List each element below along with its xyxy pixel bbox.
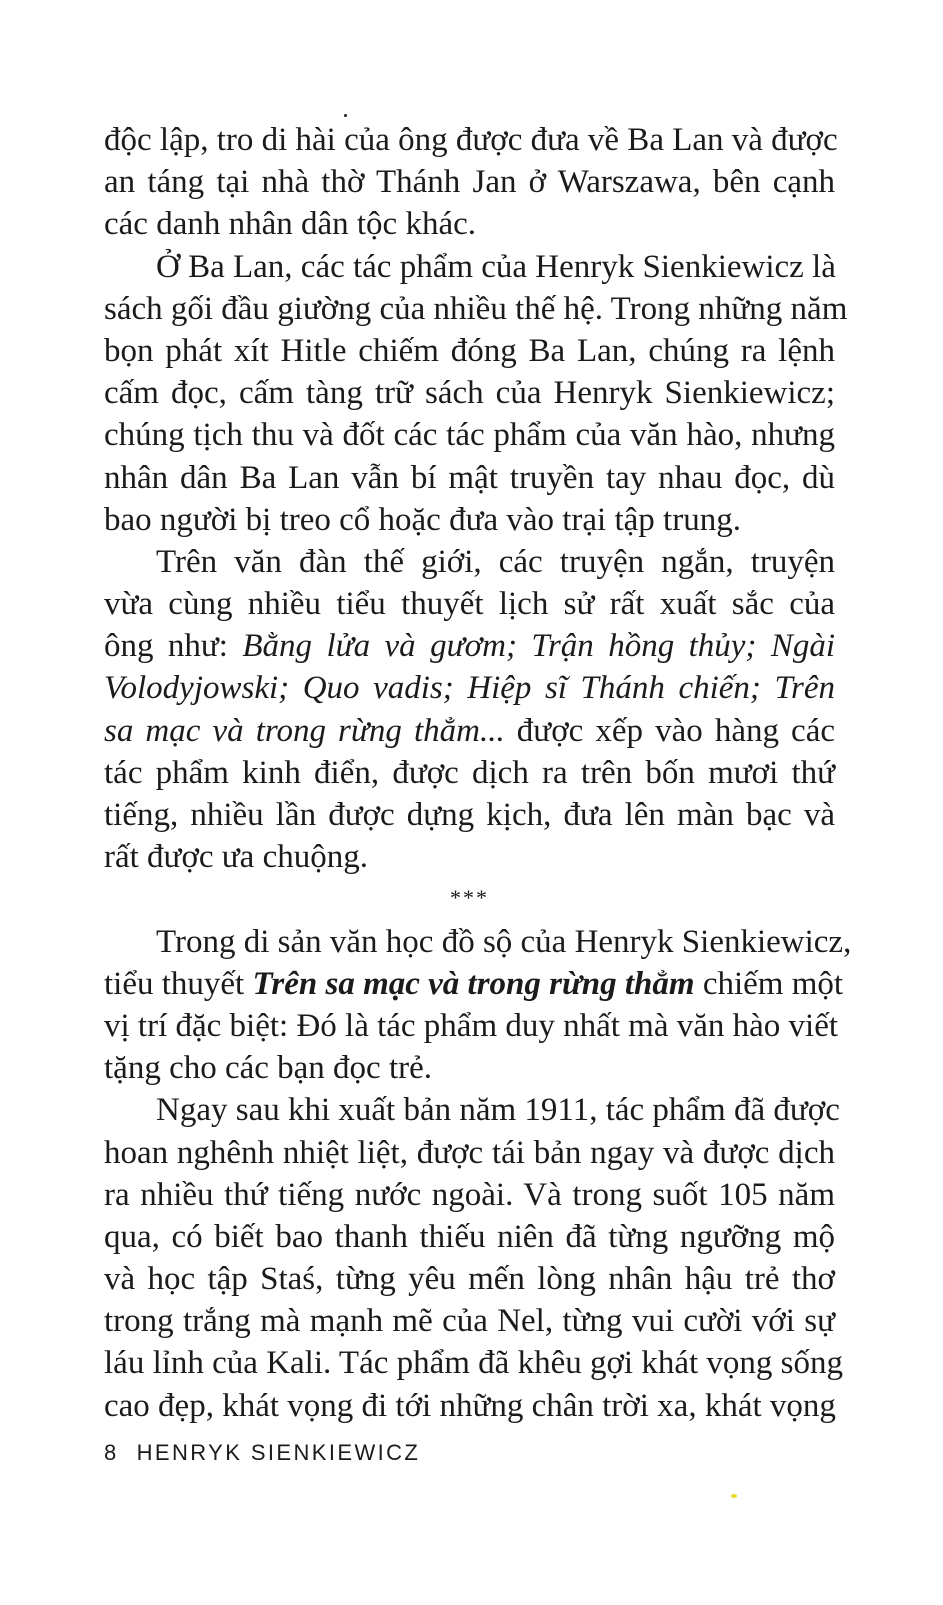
text-run: tác phẩm kinh điển, được dịch ra trên bốn mươi thứ xyxy=(104,754,835,791)
section-separator: *** xyxy=(450,885,489,911)
text-run: độc lập, tro di hài của ông được đưa về Ba Lan và được xyxy=(104,122,838,158)
text-line xyxy=(104,1342,844,1384)
text-line xyxy=(104,246,835,288)
paragraph xyxy=(104,541,835,879)
italic-title: Volodyjowski; Quo vadis; Hiệp sĩ Thánh chiến; Trên xyxy=(104,670,835,707)
text-line xyxy=(104,1258,835,1300)
text-line xyxy=(104,1300,835,1342)
text-line xyxy=(104,794,835,836)
text-run: Trên văn đàn thế giới, các truyện ngắn, truyện xyxy=(156,543,835,580)
text-line xyxy=(104,330,835,372)
text-run: nhân dân Ba Lan vẫn bí mật truyền tay nhau đọc, dù xyxy=(104,459,835,496)
text-line xyxy=(104,625,835,667)
text-run: Ngay sau khi xuất bản năm 1911, tác phẩm đã được xyxy=(156,1092,840,1129)
text-line xyxy=(104,1005,839,1047)
page-footer xyxy=(104,1440,420,1466)
text-line xyxy=(104,963,844,1005)
text-line xyxy=(104,1174,835,1216)
text-run: chúng tịch thu và đốt các tác phẩm của văn hào, nhưng xyxy=(104,417,835,454)
text-line xyxy=(104,836,835,878)
text-run: vừa cùng nhiều tiểu thuyết lịch sử rất xuất sắc của xyxy=(104,586,835,623)
text-run: tiếng, nhiều lần được dựng kịch, đưa lên màn bạc và xyxy=(104,797,835,833)
text-line xyxy=(104,1385,835,1427)
text-line xyxy=(104,414,835,456)
text-run: và học tập Staś, từng yêu mến lòng nhân hậu trẻ thơ xyxy=(104,1261,835,1298)
text-run: ông như: xyxy=(104,628,243,665)
text-run: rất được ưa chuộng. xyxy=(104,839,368,876)
page-number: 8 xyxy=(104,1440,119,1465)
paper-speck xyxy=(731,1494,737,1498)
text-line xyxy=(104,288,848,330)
text-line xyxy=(104,119,838,161)
text-line xyxy=(104,667,835,709)
text-run: trong trắng mà mạnh mẽ của Nel, từng vui cười với sự xyxy=(104,1303,835,1340)
text-run: sách gối đầu giường của nhiều thế hệ. Trong những năm xyxy=(104,290,848,327)
text-run: chiếm một xyxy=(694,965,844,1002)
text-run: láu lỉnh của Kali. Tác phẩm đã khêu gợi khát vọng sống xyxy=(104,1345,844,1382)
text-run: tiểu thuyết xyxy=(104,965,253,1002)
text-line xyxy=(104,1047,835,1089)
text-line xyxy=(104,710,835,752)
text-line xyxy=(104,541,835,583)
paragraph xyxy=(104,1089,844,1427)
text-run: hoan nghênh nhiệt liệt, được tái bản ngay và được dịch xyxy=(104,1134,835,1171)
text-line xyxy=(104,372,835,414)
text-run: Ở Ba Lan, các tác phẩm của Henryk Sienkiewicz là xyxy=(156,248,836,285)
text-line xyxy=(104,921,852,963)
italic-title: sa mạc và trong rừng thẳm... xyxy=(104,712,505,749)
running-head: HENRYK SIENKIEWICZ xyxy=(136,1440,421,1465)
text-line xyxy=(104,161,835,203)
text-run: bọn phát xít Hitle chiếm đóng Ba Lan, chúng ra lệnh xyxy=(104,332,835,369)
text-run: an táng tại nhà thờ Thánh Jan ở Warszawa, bên cạnh xyxy=(104,164,835,201)
body-text xyxy=(104,119,852,1427)
text-run: bao người bị treo cổ hoặc đưa vào trại tập trung. xyxy=(104,501,741,538)
text-run: qua, có biết bao thanh thiếu niên đã từng ngưỡng mộ xyxy=(104,1218,835,1255)
text-line xyxy=(104,583,835,625)
text-run: các danh nhân dân tộc khác. xyxy=(104,206,476,243)
paragraph xyxy=(104,921,852,1090)
text-line xyxy=(104,457,835,499)
text-run: vị trí đặc biệt: Đó là tác phẩm duy nhất mà văn hào viết xyxy=(104,1007,839,1044)
text-run: được xếp vào hàng các xyxy=(504,712,835,749)
bold-italic-title: Trên sa mạc và trong rừng thẳm xyxy=(252,965,695,1002)
text-run: cấm đọc, cấm tàng trữ sách của Henryk Sienkiewicz; xyxy=(104,375,835,412)
italic-title: Bằng lửa và gươm; Trận hồng thủy; Ngài xyxy=(242,628,835,665)
text-line xyxy=(104,1089,840,1131)
text-line xyxy=(104,499,835,541)
text-line xyxy=(104,1216,835,1258)
text-line xyxy=(104,1132,835,1174)
text-line xyxy=(104,203,835,245)
paragraph xyxy=(104,119,838,246)
text-run: ra nhiều thứ tiếng nước ngoài. Và trong suốt 105 năm xyxy=(104,1176,835,1213)
text-run: Trong di sản văn học đồ sộ của Henryk Sienkiewicz, xyxy=(156,923,852,960)
text-run: tặng cho các bạn đọc trẻ. xyxy=(104,1050,433,1087)
ink-speck xyxy=(344,114,347,117)
paragraph xyxy=(104,246,848,541)
text-run: cao đẹp, khát vọng đi tới những chân trời xa, khát vọng xyxy=(104,1387,836,1424)
text-line xyxy=(104,752,835,794)
